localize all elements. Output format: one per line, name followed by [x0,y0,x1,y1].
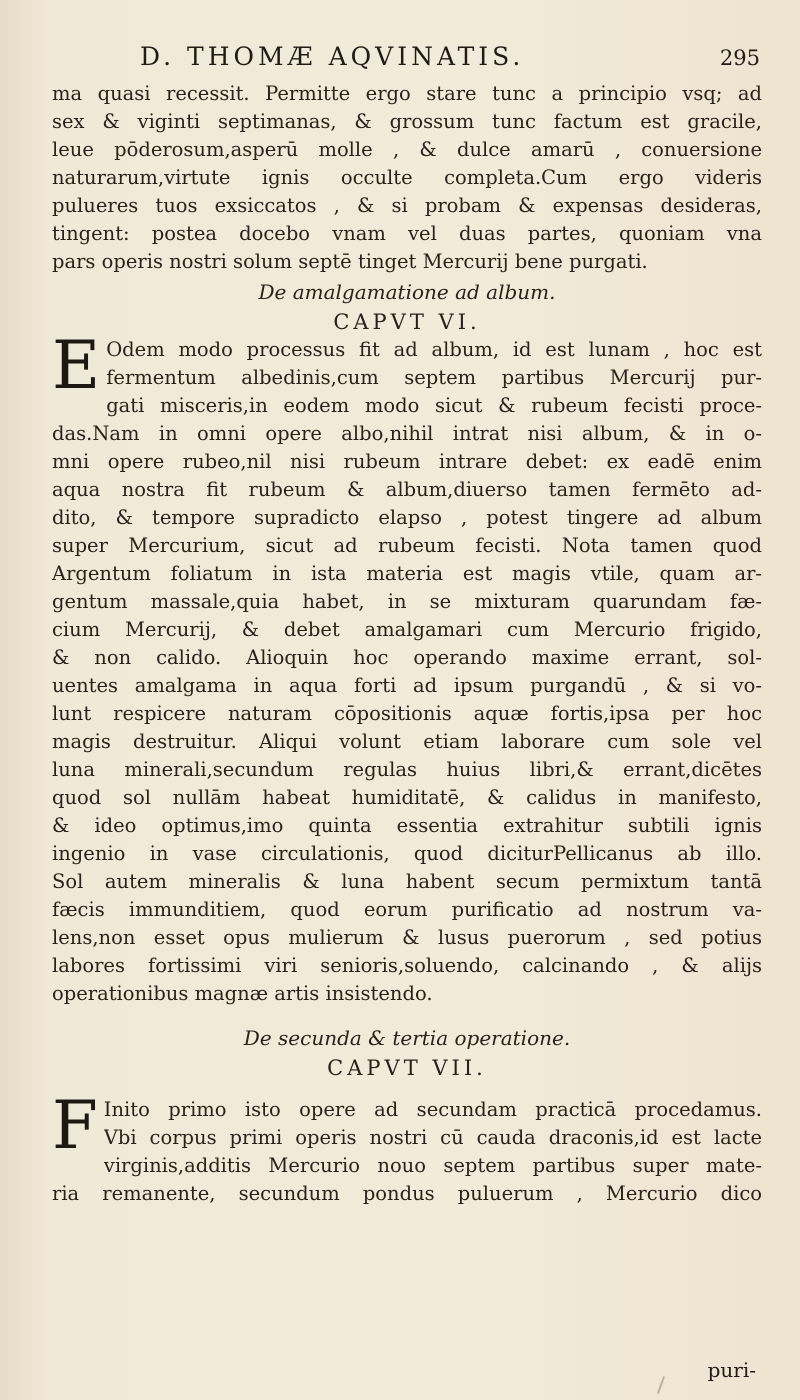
text-line: fermentum albedinis,cum septem partibus Mercurij pur- [106,366,762,389]
drop-capital: E [52,327,101,404]
text-line: pulueres tuos exsiccatos , & si probam & expensas desideras, [52,194,762,217]
text-line: gentum massale,quia habet, in se mixturam quarundam fæ- [52,590,762,613]
text-line: leue pōderosum,asperū molle , & dulce amarū , conuersione [52,138,762,161]
text-line: aqua nostra fit rubeum & album,diuerso tamen fermēto ad- [52,478,762,501]
text-line: quod sol nullām habeat humiditatē, & calidus in manifesto, [52,786,762,809]
page-number: 295 [719,46,760,70]
text-line: virginis,additis Mercurio nouo septem partibus super mate- [103,1154,762,1177]
text-line: ma quasi recessit. Permitte ergo stare tunc a principio vsq; ad [52,82,762,105]
paragraph-chapter-7 [52,1087,762,1208]
text-line: cium Mercurij, & debet amalgamari cum Mercurio frigido, [52,618,762,641]
paragraph-chapter-6 [52,327,762,1008]
text-line: tingent: postea docebo vnam vel duas partes, quoniam vna [52,222,762,245]
text-line: Inito primo isto opere ad secundam practicā procedamus. [103,1098,762,1121]
text-line: uentes amalgama in aqua forti ad ipsum purgandū , & si vo- [52,674,762,697]
text-line: fæcis immunditiem, quod eorum purificatio ad nostrum va- [52,898,762,921]
text-line: ingenio in vase circulationis, quod diciturPellicanus ab illo. [52,842,762,865]
text-line: lunt respicere naturam cōpositionis aquæ fortis,ipsa per hoc [52,702,762,725]
text-line: luna minerali,secundum regulas huius libri,& errant,dicētes [52,758,762,781]
section-title: De secunda & tertia operatione. [243,1026,571,1050]
running-head: D. THOMÆ AQVINATIS. [140,42,525,71]
text-line: & ideo optimus,imo quinta essentia extrahitur subtili ignis [52,814,762,837]
text-line: operationibus magnæ artis insistendo. [52,982,433,1005]
ink-mark [657,1376,665,1394]
text-line: mni opere rubeo,nil nisi rubeum intrare debet: ex eadē enim [52,450,762,473]
text-line: sex & viginti septimanas, & grossum tunc factum est gracile, [52,110,762,133]
text-line: pars operis nostri solum septē tinget Mercurij bene purgati. [52,250,648,273]
text-line: super Mercurium, sicut ad rubeum fecisti. Nota tamen quod [52,534,762,557]
text-line: lens,non esset opus mulierum & lusus puerorum , sed potius [52,926,762,949]
text-line: magis destruitur. Aliqui volunt etiam laborare cum sole vel [52,730,762,753]
text-line: & non calido. Alioquin hoc operando maxime errant, sol- [52,646,762,669]
text-line: labores fortissimi viri senioris,soluendo, calcinando , & alijs [52,954,762,977]
text-line: naturarum,virtute ignis occulte completa.Cum ergo videris [52,166,762,189]
text-line: Argentum foliatum in ista materia est magis vtile, quam ar- [52,562,762,585]
page-header [0,42,800,78]
text-line: ria remanente, secundum pondus puluerum , Mercurio dico [52,1182,762,1205]
body-text [52,80,762,1208]
text-line: Odem modo processus fit ad album, id est lunam , hoc est [106,338,762,361]
drop-capital: F [52,1087,98,1164]
text-line: Vbi corpus primi operis nostri cū cauda draconis,id est lacte [103,1126,762,1149]
text-line: Sol autem mineralis & luna habent secum permixtum tantā [52,870,762,893]
paragraph-opening [52,80,762,276]
catchword: puri- [707,1358,756,1382]
chapter-heading: CAPVT VII. [327,1056,487,1080]
chapter-heading: CAPVT VI. [333,310,481,334]
text-line: das.Nam in omni opere albo,nihil intrat nisi album, & in o- [52,422,762,445]
text-line: gati misceris,in eodem modo sicut & rubeum fecisti proce- [106,394,762,417]
text-line: dito, & tempore supradicto elapso , potest tingere ad album [52,506,762,529]
section-title: De amalgamatione ad album. [258,280,556,304]
